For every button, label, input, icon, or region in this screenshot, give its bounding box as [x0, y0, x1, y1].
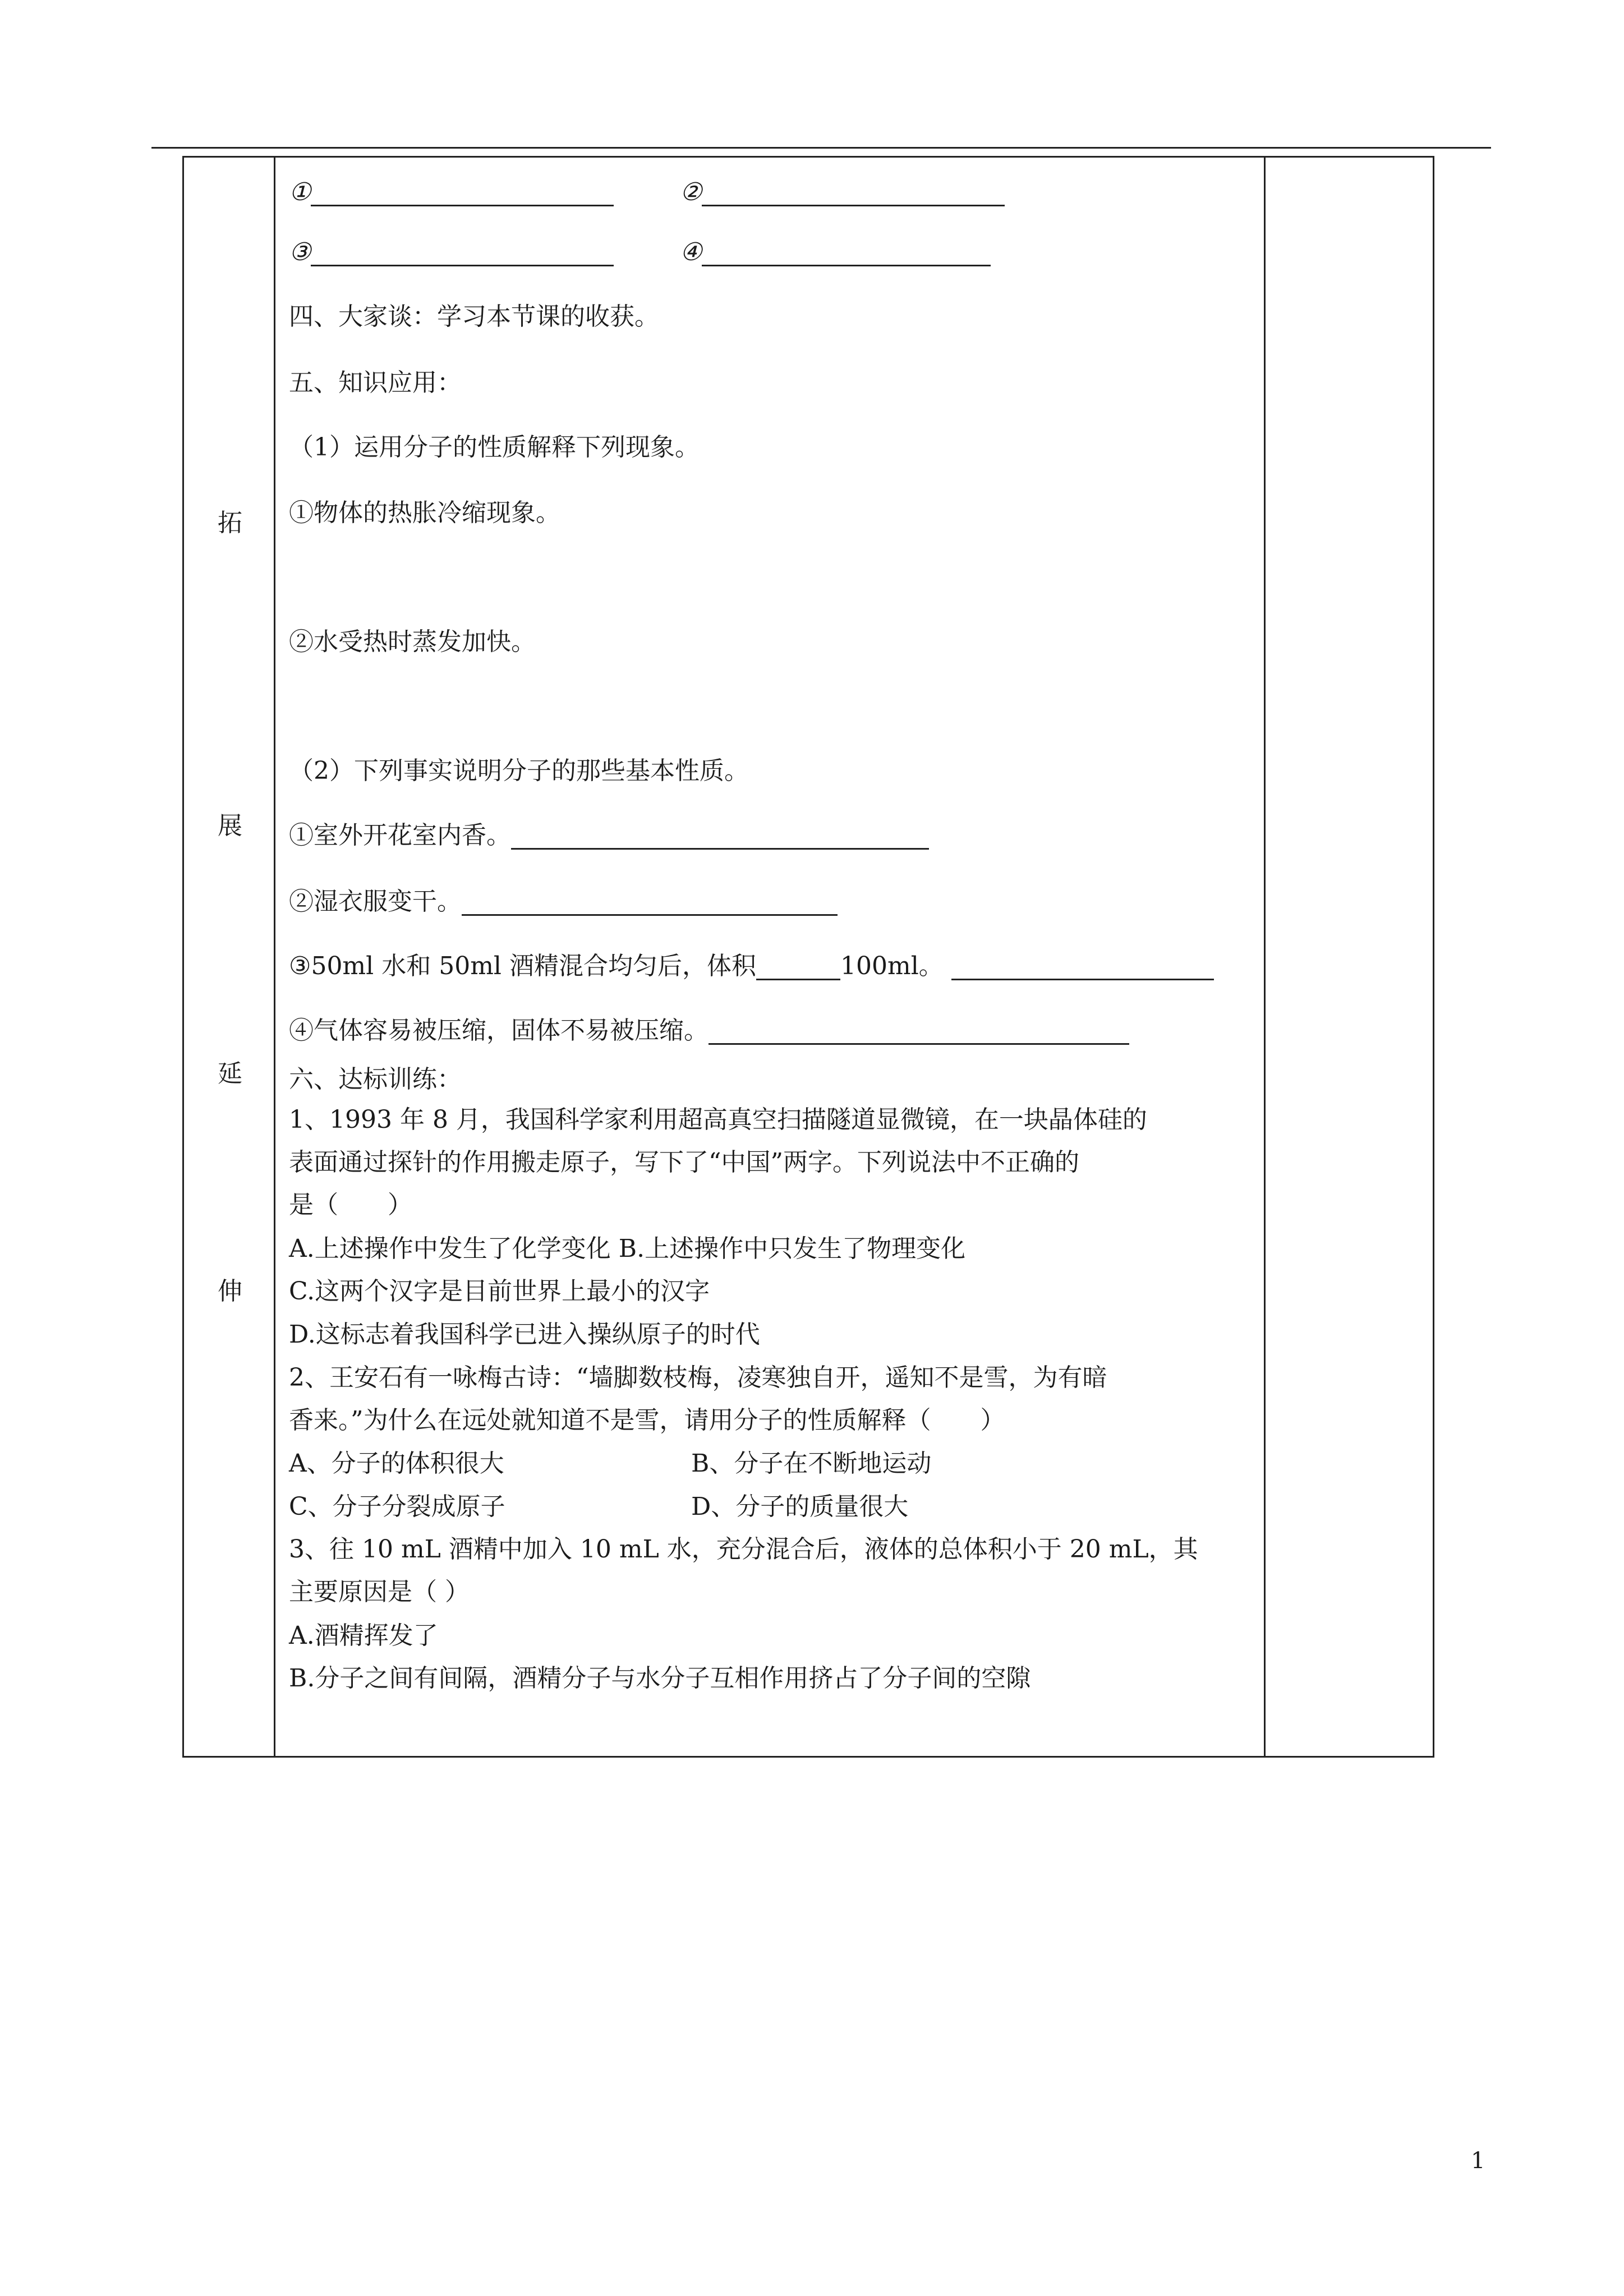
question-item: ①物体的热胀冷缩现象。	[289, 499, 560, 527]
answer-blank-row	[289, 238, 614, 266]
answer-blank-row	[680, 238, 991, 266]
section-heading: 六、达标训练：	[289, 1065, 462, 1094]
question-item	[289, 822, 929, 850]
question-text: ④气体容易被压缩，固体不易被压缩。	[289, 1016, 709, 1045]
answer-option: A.上述操作中发生了化学变化 B.上述操作中只发生了物理变化	[289, 1234, 966, 1263]
answer-blank[interactable]	[511, 823, 929, 850]
answer-option: D、分子的质量很大	[691, 1492, 909, 1521]
answer-blank[interactable]	[709, 1018, 1129, 1045]
question-text: 香来。”为什么在远处就知道不是雪，请用分子的性质解释（ ）	[289, 1406, 1005, 1435]
answer-blank[interactable]	[462, 889, 838, 916]
answer-option: C.这两个汉字是目前世界上最小的汉字	[289, 1277, 710, 1306]
question-intro: （1）运用分子的性质解释下列现象。	[289, 433, 700, 462]
side-label-char: 伸	[218, 1277, 242, 1306]
question-text: ③50ml 水和 50ml 酒精混合均匀后，体积	[289, 952, 756, 980]
answer-option: C、分子分裂成原子	[289, 1492, 505, 1521]
question-text: ②湿衣服变干。	[289, 887, 462, 916]
question-text: 是（ ）	[289, 1191, 412, 1219]
question-text: 2、王安石有一咏梅古诗：“墙脚数枝梅，凌寒独自开，遥知不是雪，为有暗	[289, 1363, 1107, 1392]
blank-marker: ①	[289, 178, 311, 206]
page-number: 1	[1471, 2148, 1485, 2174]
side-label-char: 拓	[218, 509, 242, 537]
answer-option: B、分子在不断地运动	[691, 1449, 932, 1478]
answer-option: A.酒精挥发了	[289, 1621, 438, 1650]
question-text: 100ml。	[840, 952, 944, 980]
question-text: 表面通过探针的作用搬走原子，写下了“中国”两字。下列说法中不正确的	[289, 1148, 1079, 1177]
answer-blank[interactable]	[702, 240, 991, 266]
answer-blank[interactable]	[951, 954, 1214, 980]
question-text: 主要原因是（ ）	[289, 1578, 470, 1606]
answer-blank-row	[680, 178, 1005, 206]
question-text: ①室外开花室内香。	[289, 821, 511, 850]
answer-blank[interactable]	[702, 180, 1005, 206]
answer-blank-row	[289, 178, 614, 206]
side-label-char: 延	[218, 1059, 242, 1088]
question-item	[289, 952, 1214, 980]
answer-option: B.分子之间有间隔，酒精分子与水分子互相作用挤占了分子间的空隙	[289, 1664, 1031, 1693]
answer-blank[interactable]	[311, 240, 614, 266]
answer-blank[interactable]	[756, 954, 840, 980]
blank-marker: ③	[289, 238, 311, 266]
question-text: 3、往 10 mL 酒精中加入 10 mL 水，充分混合后，液体的总体积小于 20 mL，其	[289, 1536, 1198, 1564]
header-rule	[151, 147, 1491, 149]
question-item: ②水受热时蒸发加快。	[289, 628, 536, 656]
blank-marker: ②	[680, 178, 702, 206]
blank-marker: ④	[680, 238, 702, 266]
section-heading: 五、知识应用：	[289, 368, 462, 397]
question-item	[289, 1017, 1129, 1045]
answer-option: A、分子的体积很大	[289, 1449, 504, 1478]
question-text: 1、1993 年 8 月，我国科学家利用超高真空扫描隧道显微镜，在一块晶体硅的	[289, 1105, 1147, 1134]
question-item	[289, 888, 838, 916]
answer-option: D.这标志着我国科学已进入操纵原子的时代	[289, 1320, 760, 1349]
side-label-char: 展	[218, 812, 242, 840]
notes-column-divider	[1264, 158, 1266, 1756]
section-heading: 四、大家谈：学习本节课的收获。	[289, 302, 659, 331]
question-intro: （2）下列事实说明分子的那些基本性质。	[289, 757, 749, 785]
side-column-divider	[274, 158, 275, 1756]
answer-blank[interactable]	[311, 180, 614, 206]
